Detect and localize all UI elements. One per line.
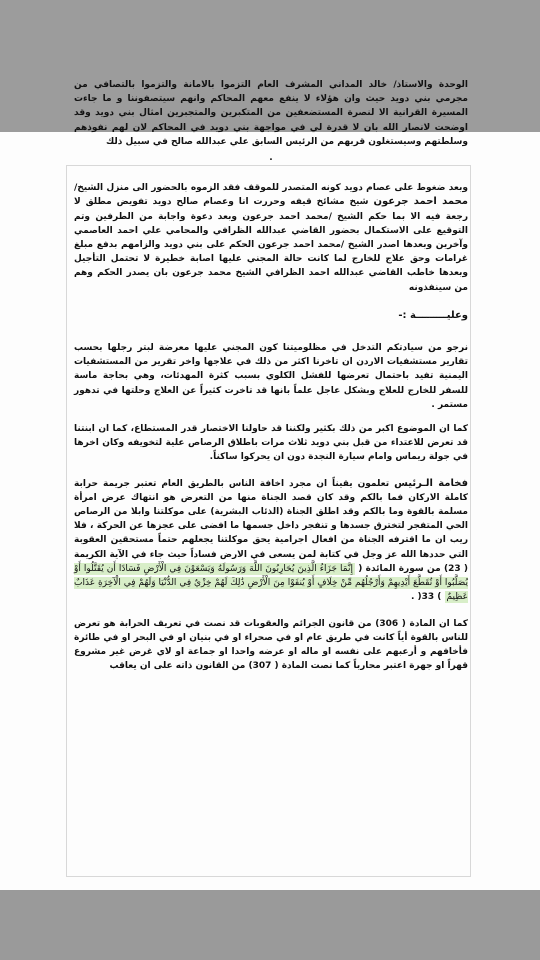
paragraph-1-text: الوحدة والاستاذ/ خالد المداني المشرف العام التزموا بالامانة والتزموا بالتصافي من مجرمي بني دويد حيث وان هؤلاء لا ينفع معهم المحاكم وانهم سيتصفوننا و ما جاءت المسيرة القرانية الا لنصرة المستضعفين من المتكبرين والمتجبرين امثال بني دويد وقد اوضحت لانصار الله بان لا قدرة لي في مواجهة بني دويد في المحاكم لان لهم نفوذهم وسلطتهم وسيستغلون قربهم من الرئيس السابق علي عبدالله صالح في سبيل ذلك [74, 80, 468, 147]
paragraph-4: كما ان الموضوع اكبر من ذلك بكثير ولكننا قد حاولنا الاختصار قدر المستطاع، كما ان ابنتنا قد تعرض للاعتداء من قبل بني دويد ثلاث مرات باطلاق الرصاص علية لتخويفه وكان اخرها في جولة ريماس وامام سيارة النجدة دون ان يحركوا ساكناً. [74, 424, 468, 463]
paragraph-5-end: ) 33( . [410, 592, 442, 603]
document-body [74, 78, 468, 673]
sheikh-name: محمد احمد جرعون [373, 196, 468, 208]
section-title: وعليـــــــــة :- [398, 309, 468, 321]
paragraph-2 [74, 181, 468, 295]
paragraph-6: كما ان المادة ( 306) من قانون الجرائم والعقوبات قد نصت في تعريف الحرابة هو تعرض للناس بالقوة أياً كانت في طريق عام او في صحراء او في بنيان او في البحر او في طائرة فأخافهم و أرعبهم على نفسه او ماله او عرضه واحدا او جماعة او لاي غرض غير مشروع قهراً او جهرة اعتبر محارباً كما نصت المادة ( 307) من القانون ذاته على ان يعاقب [74, 618, 468, 672]
paragraph-2-text: شيخ مشائخ قيفه وحررت انا وعصام صالح دويد تفويض مطلق لا رجعة فيه الا بما حكم الشيخ /محمد احمد جرعون وبعد دعوة واجابة من الطرفين وتم التوقيع على الاستكمال بحضور القاضي عبدالله الظرافي والمحامي علي احمد العاصمي وآخرين وبعدها اصدر الشيخ /محمد احمد جرعون الحكم على بني دويد والزامهم بدفع مبلغ غرامات وحق علاج للخارج لما كانت حالة المجني عليها اصابة خطيرة لا تحتمل التأجيل وبعدها خاطب القاضي عبدالله احمد الظرافي الشيخ محمد جرعون بان يصدر الحكم وهم من سينفذونه [74, 197, 468, 293]
background-bottom [0, 890, 540, 960]
paragraph-1-end: . [269, 153, 273, 164]
paragraph-3: نرجو من سيادتكم التدخل في مظلوميتنا كون المجني عليها معرضة لبتر رجلها بحسب تقارير مستشفيات الاردن ان تاخرنا اكثر من ذلك في علاجها واخر تقرير من المستشفيات اليمنية تفيد باحتمال تعرضها للفشل الكلوي بسبب كثرة المهدئات، وهي بحاجة ماسة للسفر للخارج للعلاج وبشكل عاجل علماً بانها قد تاخرت كثيراً عن العلاج وحلتها في تدهور مستمر . [74, 343, 468, 410]
quran-quote: إِنَّمَا جَزَاءُ الَّذِينَ يُحَارِبُونَ اللَّهَ وَرَسُولَهُ وَيَسْعَوْنَ فِي الْأَرْضِ فَسَادًا أَن يُقَتَّلُوا أَوْ يُصَلَّبُوا أَوْ تُقَطَّعَ أَيْدِيهِمْ وَأَرْجُلُهُم مِّنْ خِلَافٍ أَوْ يُنفَوْا مِنَ الْأَرْضِ ذَٰلِكَ لَهُمْ خِزْيٌ فِي الدُّنْيَا وَلَهُمْ فِي الْآخِرَةِ عَذَابٌ عَظِيمٌ [74, 563, 468, 603]
paragraph-5 [74, 477, 468, 605]
paragraph-1 [74, 78, 468, 149]
paragraph-5-text: تعلمون يقيناً ان مجرد اخافة الناس بالطريق العام تعتبر جريمة حرابة كاملة الاركان فما بالكم وقد كان قصد الجناة منها من التعرض هو انتهاك عرض امرأة مسلمة بالقوة وما بالكم وقد اطلق الجناة (الذئاب البشرية) على موكلتنا وابلا من الرصاص الحي المتفجر لتخترق جسدها و تنفجر داخل جسمها ما افضى على عجزها عن الحركة ، فلا ريب ان ما اقترفه الجناة من افعال اجرامية يحق موكلتنا يجعلهم حتماً مستحقين العقوبة التي حددها الله عز وجل في كتابة لمن يسعى في الارض فساداً حيث جاء في الآية الكريمة ( 23) من سورة المائدة ( [74, 478, 469, 574]
paragraph-5-lead: فخامة الـرئيس [394, 477, 469, 489]
paragraph-2-intro: وبعد ضغوط على عصام دويد كونه المتصدر للموقف فقد الزموه بالحضور الى منزل الشيخ/ [74, 183, 468, 194]
